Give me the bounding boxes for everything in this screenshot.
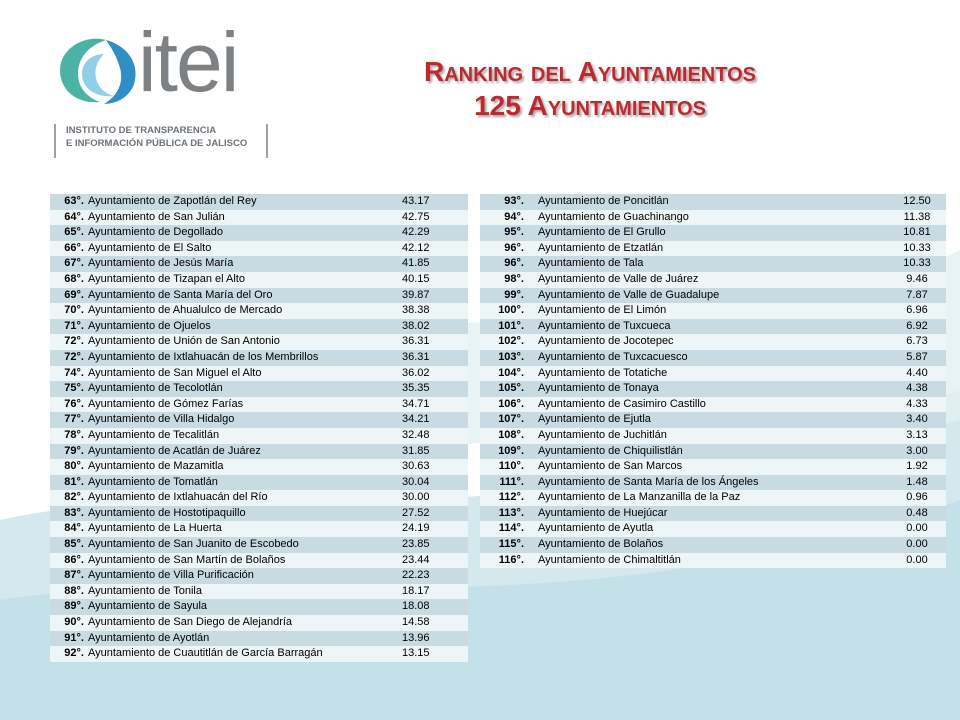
municipality-name: Ayuntamiento de Jocotepec xyxy=(528,334,888,350)
rank-score: 39.87 xyxy=(398,288,468,304)
rank-score: 13.96 xyxy=(398,631,468,647)
municipality-name: Ayuntamiento de Tomatlán xyxy=(88,475,398,491)
rank-score: 43.17 xyxy=(398,194,468,210)
logo-wordmark: itei xyxy=(138,15,238,109)
rank-score: 30.00 xyxy=(398,490,468,506)
rank-position: 116°. xyxy=(480,553,528,569)
rank-score: 40.15 xyxy=(398,272,468,288)
rank-score: 23.44 xyxy=(398,553,468,569)
table-row xyxy=(50,475,468,491)
table-row xyxy=(480,366,946,382)
rank-position: 70°. xyxy=(50,303,88,319)
table-row xyxy=(50,553,468,569)
rank-score: 27.52 xyxy=(398,506,468,522)
municipality-name: Ayuntamiento de Tonila xyxy=(88,584,398,600)
municipality-name: Ayuntamiento de San Marcos xyxy=(528,459,888,475)
municipality-name: Ayuntamiento de La Huerta xyxy=(88,521,398,537)
municipality-name: Ayuntamiento de Unión de San Antonio xyxy=(88,334,398,350)
municipality-name: Ayuntamiento de Totatiche xyxy=(528,366,888,382)
table-row xyxy=(480,319,946,335)
table-row xyxy=(50,646,468,662)
rank-score: 1.92 xyxy=(888,459,946,475)
rank-score: 10.33 xyxy=(888,256,946,272)
municipality-name: Ayuntamiento de Tecalitlán xyxy=(88,428,398,444)
rank-score: 38.02 xyxy=(398,319,468,335)
rank-position: 83°. xyxy=(50,506,88,522)
table-row xyxy=(50,366,468,382)
rank-score: 35.35 xyxy=(398,381,468,397)
rank-position: 81°. xyxy=(50,475,88,491)
municipality-name: Ayuntamiento de Degollado xyxy=(88,225,398,241)
rank-position: 113°. xyxy=(480,506,528,522)
municipality-name: Ayuntamiento de San Martín de Bolaños xyxy=(88,553,398,569)
municipality-name: Ayuntamiento de Huejúcar xyxy=(528,506,888,522)
rank-position: 108°. xyxy=(480,428,528,444)
municipality-name: Ayuntamiento de Tuxcueca xyxy=(528,319,888,335)
rank-score: 42.12 xyxy=(398,241,468,257)
rank-score: 42.75 xyxy=(398,210,468,226)
table-row xyxy=(50,412,468,428)
municipality-name: Ayuntamiento de San Juanito de Escobedo xyxy=(88,537,398,553)
table-row xyxy=(480,225,946,241)
municipality-name: Ayuntamiento de Casimiro Castillo xyxy=(528,397,888,413)
municipality-name: Ayuntamiento de Chiquilistlán xyxy=(528,444,888,460)
logo-subtitle xyxy=(54,124,268,158)
rank-position: 112°. xyxy=(480,490,528,506)
rank-score: 41.85 xyxy=(398,256,468,272)
municipality-name: Ayuntamiento de El Salto xyxy=(88,241,398,257)
table-row xyxy=(50,272,468,288)
rank-score: 4.38 xyxy=(888,381,946,397)
municipality-name: Ayuntamiento de Ahualulco de Mercado xyxy=(88,303,398,319)
rank-score: 42.29 xyxy=(398,225,468,241)
table-row xyxy=(50,444,468,460)
rank-position: 66°. xyxy=(50,241,88,257)
rank-score: 6.92 xyxy=(888,319,946,335)
municipality-name: Ayuntamiento de Valle de Juárez xyxy=(528,272,888,288)
logo-subtitle-line1: INSTITUTO DE TRANSPARENCIA xyxy=(66,125,217,136)
rank-score: 30.04 xyxy=(398,475,468,491)
rank-position: 84°. xyxy=(50,521,88,537)
table-row xyxy=(50,194,468,210)
rank-position: 67°. xyxy=(50,256,88,272)
table-row xyxy=(50,350,468,366)
rank-position: 109°. xyxy=(480,444,528,460)
municipality-name: Ayuntamiento de San Julián xyxy=(88,210,398,226)
municipality-name: Ayuntamiento de Valle de Guadalupe xyxy=(528,288,888,304)
rank-score: 4.40 xyxy=(888,366,946,382)
rank-position: 96°. xyxy=(480,256,528,272)
rank-score: 36.31 xyxy=(398,334,468,350)
rank-position: 74°. xyxy=(50,366,88,382)
rank-score: 1.48 xyxy=(888,475,946,491)
rank-position: 72°. xyxy=(50,350,88,366)
table-row xyxy=(50,631,468,647)
table-row xyxy=(50,256,468,272)
rank-position: 98°. xyxy=(480,272,528,288)
rank-position: 106°. xyxy=(480,397,528,413)
rank-position: 80°. xyxy=(50,459,88,475)
table-row xyxy=(480,381,946,397)
itei-logo xyxy=(40,15,280,163)
rank-position: 79°. xyxy=(50,444,88,460)
rank-position: 105°. xyxy=(480,381,528,397)
table-row xyxy=(480,256,946,272)
table-row xyxy=(50,568,468,584)
rank-score: 0.00 xyxy=(888,521,946,537)
municipality-name: Ayuntamiento de Tala xyxy=(528,256,888,272)
municipality-name: Ayuntamiento de San Diego de Alejandría xyxy=(88,615,398,631)
rank-score: 31.85 xyxy=(398,444,468,460)
rank-position: 75°. xyxy=(50,381,88,397)
municipality-name: Ayuntamiento de Hostotipaquillo xyxy=(88,506,398,522)
municipality-name: Ayuntamiento de Ayotlán xyxy=(88,631,398,647)
rank-position: 95°. xyxy=(480,225,528,241)
rank-score: 11.38 xyxy=(888,210,946,226)
page-title xyxy=(340,55,840,123)
rank-position: 104°. xyxy=(480,366,528,382)
title-line2: 125 Ayuntamientos xyxy=(474,90,706,121)
municipality-name: Ayuntamiento de Tuxcacuesco xyxy=(528,350,888,366)
table-row xyxy=(480,537,946,553)
table-row xyxy=(50,599,468,615)
table-row xyxy=(480,350,946,366)
municipality-name: Ayuntamiento de Tecolotlán xyxy=(88,381,398,397)
table-row xyxy=(50,303,468,319)
table-row xyxy=(480,428,946,444)
municipality-name: Ayuntamiento de Ojuelos xyxy=(88,319,398,335)
rank-position: 82°. xyxy=(50,490,88,506)
table-row xyxy=(480,288,946,304)
rank-position: 78°. xyxy=(50,428,88,444)
municipality-name: Ayuntamiento de Mazamitla xyxy=(88,459,398,475)
rank-position: 89°. xyxy=(50,599,88,615)
rank-score: 13.15 xyxy=(398,646,468,662)
municipality-name: Ayuntamiento de Gómez Farías xyxy=(88,397,398,413)
rank-score: 36.02 xyxy=(398,366,468,382)
municipality-name: Ayuntamiento de Ixtlahuacán del Río xyxy=(88,490,398,506)
table-row xyxy=(50,506,468,522)
rank-score: 0.48 xyxy=(888,506,946,522)
rank-position: 101°. xyxy=(480,319,528,335)
table-row xyxy=(480,397,946,413)
rank-position: 103°. xyxy=(480,350,528,366)
table-row xyxy=(50,288,468,304)
ranking-table-left xyxy=(50,194,468,662)
municipality-name: Ayuntamiento de La Manzanilla de la Paz xyxy=(528,490,888,506)
table-row xyxy=(50,584,468,600)
rank-position: 72°. xyxy=(50,334,88,350)
municipality-name: Ayuntamiento de Santa María de los Ángeles xyxy=(528,475,888,491)
table-row xyxy=(50,210,468,226)
table-row xyxy=(480,241,946,257)
rank-score: 3.00 xyxy=(888,444,946,460)
rank-position: 63°. xyxy=(50,194,88,210)
table-row xyxy=(480,272,946,288)
table-row xyxy=(480,210,946,226)
table-row xyxy=(50,397,468,413)
municipality-name: Ayuntamiento de Bolaños xyxy=(528,537,888,553)
rank-position: 68°. xyxy=(50,272,88,288)
table-row xyxy=(50,459,468,475)
title-line1: Ranking del Ayuntamientos xyxy=(423,56,756,87)
rank-score: 6.96 xyxy=(888,303,946,319)
table-row xyxy=(480,521,946,537)
rank-score: 14.58 xyxy=(398,615,468,631)
rank-position: 90°. xyxy=(50,615,88,631)
rank-score: 6.73 xyxy=(888,334,946,350)
table-row xyxy=(480,475,946,491)
municipality-name: Ayuntamiento de Jesús María xyxy=(88,256,398,272)
municipality-name: Ayuntamiento de Tonaya xyxy=(528,381,888,397)
municipality-name: Ayuntamiento de Santa María del Oro xyxy=(88,288,398,304)
rank-position: 114°. xyxy=(480,521,528,537)
rank-score: 32.48 xyxy=(398,428,468,444)
rank-score: 9.46 xyxy=(888,272,946,288)
table-row xyxy=(480,303,946,319)
municipality-name: Ayuntamiento de Cuautitlán de García Barragán xyxy=(88,646,398,662)
rank-position: 93°. xyxy=(480,194,528,210)
municipality-name: Ayuntamiento de San Miguel el Alto xyxy=(88,366,398,382)
ranking-table-right xyxy=(480,194,946,568)
rank-score: 30.63 xyxy=(398,459,468,475)
municipality-name: Ayuntamiento de Ixtlahuacán de los Membrillos xyxy=(88,350,398,366)
rank-score: 0.00 xyxy=(888,553,946,569)
table-row xyxy=(480,459,946,475)
municipality-name: Ayuntamiento de El Limón xyxy=(528,303,888,319)
rank-score: 24.19 xyxy=(398,521,468,537)
table-row xyxy=(50,319,468,335)
municipality-name: Ayuntamiento de Tizapan el Alto xyxy=(88,272,398,288)
rank-position: 111°. xyxy=(480,475,528,491)
rank-position: 91°. xyxy=(50,631,88,647)
table-row xyxy=(50,490,468,506)
rank-position: 115°. xyxy=(480,537,528,553)
rank-score: 18.17 xyxy=(398,584,468,600)
rank-score: 3.40 xyxy=(888,412,946,428)
table-row xyxy=(480,490,946,506)
rank-position: 99°. xyxy=(480,288,528,304)
municipality-name: Ayuntamiento de Villa Hidalgo xyxy=(88,412,398,428)
table-row xyxy=(50,615,468,631)
rank-position: 85°. xyxy=(50,537,88,553)
municipality-name: Ayuntamiento de Etzatlán xyxy=(528,241,888,257)
municipality-name: Ayuntamiento de Guachinango xyxy=(528,210,888,226)
rank-score: 23.85 xyxy=(398,537,468,553)
rank-position: 77°. xyxy=(50,412,88,428)
rank-score: 18.08 xyxy=(398,599,468,615)
rank-position: 76°. xyxy=(50,397,88,413)
rank-score: 36.31 xyxy=(398,350,468,366)
municipality-name: Ayuntamiento de Ayutla xyxy=(528,521,888,537)
table-row xyxy=(50,334,468,350)
rank-score: 12.50 xyxy=(888,194,946,210)
table-row xyxy=(50,428,468,444)
rank-position: 94°. xyxy=(480,210,528,226)
table-row xyxy=(50,521,468,537)
rank-position: 88°. xyxy=(50,584,88,600)
municipality-name: Ayuntamiento de El Grullo xyxy=(528,225,888,241)
table-row xyxy=(480,334,946,350)
rank-score: 0.00 xyxy=(888,537,946,553)
rank-score: 34.71 xyxy=(398,397,468,413)
rank-score: 10.81 xyxy=(888,225,946,241)
municipality-name: Ayuntamiento de Sayula xyxy=(88,599,398,615)
municipality-name: Ayuntamiento de Chimaltitlán xyxy=(528,553,888,569)
rank-score: 38.38 xyxy=(398,303,468,319)
table-row xyxy=(50,537,468,553)
table-row xyxy=(480,194,946,210)
rank-position: 86°. xyxy=(50,553,88,569)
rank-score: 5.87 xyxy=(888,350,946,366)
table-row xyxy=(50,381,468,397)
rank-score: 10.33 xyxy=(888,241,946,257)
municipality-name: Ayuntamiento de Acatlán de Juárez xyxy=(88,444,398,460)
rank-position: 87°. xyxy=(50,568,88,584)
municipality-name: Ayuntamiento de Ejutla xyxy=(528,412,888,428)
municipality-name: Ayuntamiento de Zapotlán del Rey xyxy=(88,194,398,210)
rank-score: 22.23 xyxy=(398,568,468,584)
rank-position: 107°. xyxy=(480,412,528,428)
rank-score: 3.13 xyxy=(888,428,946,444)
rank-score: 0.96 xyxy=(888,490,946,506)
rank-score: 7.87 xyxy=(888,288,946,304)
table-row xyxy=(480,506,946,522)
table-row xyxy=(50,225,468,241)
municipality-name: Ayuntamiento de Juchitlán xyxy=(528,428,888,444)
rank-position: 96°. xyxy=(480,241,528,257)
table-row xyxy=(480,412,946,428)
rank-position: 100°. xyxy=(480,303,528,319)
rank-score: 34.21 xyxy=(398,412,468,428)
table-row xyxy=(480,553,946,569)
rank-score: 4.33 xyxy=(888,397,946,413)
rank-position: 69°. xyxy=(50,288,88,304)
rank-position: 65°. xyxy=(50,225,88,241)
table-row xyxy=(50,241,468,257)
table-row xyxy=(480,444,946,460)
municipality-name: Ayuntamiento de Villa Purificación xyxy=(88,568,398,584)
rank-position: 110°. xyxy=(480,459,528,475)
logo-mark-icon xyxy=(48,30,148,110)
rank-position: 102°. xyxy=(480,334,528,350)
rank-position: 64°. xyxy=(50,210,88,226)
rank-position: 92°. xyxy=(50,646,88,662)
rank-position: 71°. xyxy=(50,319,88,335)
municipality-name: Ayuntamiento de Poncitlán xyxy=(528,194,888,210)
logo-subtitle-line2: E INFORMACIÓN PÚBLICA DE JALISCO xyxy=(66,138,248,149)
